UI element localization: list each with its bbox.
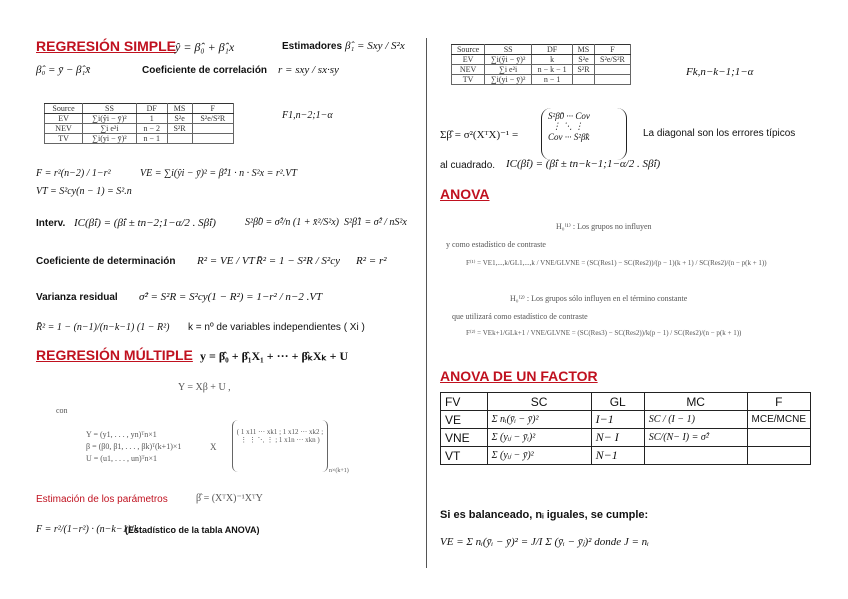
ve-formula: VE = ∑i(ŷi − ȳ)² = β̂²1 · n · S²x = r².VT [140,168,297,179]
table-cell: SC/(N− I) = σ̂² [644,429,747,447]
table-cell: S²R [573,65,595,75]
diagonal-note: La diagonal son los errores típicos [643,128,796,139]
con-label: con [56,406,68,415]
beta-vector-def: β = (β0, β1, . . . , βk)ᵀ(k+1)×1 [86,442,182,451]
table-cell: MCE/MCNE [747,411,810,429]
multiple-regression-table [451,44,631,85]
table-cell [747,429,810,447]
table-header: F [192,104,233,114]
matrix-row: ⋮ ⋱ ⋮ [552,121,584,131]
column-divider [426,38,427,568]
table-cell [644,447,747,465]
variance-beta1: S²β̂1 = σ̂² / nS²x [344,217,407,228]
table-cell: S²R [167,124,192,134]
statistic-intro: y como estadístico de contraste [446,240,546,249]
table-cell: S²e/S²R [594,55,630,65]
table-cell [594,65,630,75]
f-critical-simple: F1,n−2;1−α [282,110,333,121]
table-cell: S²e [573,55,595,65]
h0-2-hypothesis: H₀⁽²⁾ : Los grupos sólo influyen en el término constante [510,294,688,303]
table-row [452,75,631,85]
determination-label: Coeficiente de determinación [36,256,176,267]
table-header: SS [83,104,137,114]
table-cell: S²e/S²R [192,114,233,124]
table-header: DF [532,45,573,55]
balanced-label: Si es balanceado, nᵢ iguales, se cumple: [440,509,649,521]
table-header: F [594,45,630,55]
variance-beta0: S²β̂0 = σ̂²/n (1 + x̄²/S²x) [245,217,339,228]
interval-label: Interv. [36,218,66,229]
u-vector-def: U = (u1, . . . , un)ᵀn×1 [86,454,158,463]
table-cell [747,447,810,465]
correlation-label: Coeficiente de correlación [142,65,268,76]
regresion-multiple-heading: REGRESIÓN MÚLTIPLE [36,347,193,363]
estimation-formula: β̂ = (XᵀX)⁻¹XᵀY [196,493,263,504]
table-cell: Σ nᵢ(ȳᵢ − ȳ)² [487,411,591,429]
f2-statistic-formula: F⁽²⁾ = VEk+1/GLk+1 / VNE/GLVNE = (SC(Res3) − SC(Res2))/k(p − 1) / SC(Res2)/(n − p(k + 1)) [466,329,742,337]
table-cell [573,75,595,85]
f-multiple-formula: F = r²/(1−r²) · (n−k−1)/k [36,524,139,535]
beta1-formula: β̂₁ = Sxy / S²x [345,40,405,52]
simple-model-equation: ŷ = β̂₀ + β̂₁x [175,40,235,54]
table-header: F [747,393,810,411]
anova-heading: ANOVA [440,186,490,202]
table-cell: SC / (I − 1) [644,411,747,429]
table-cell: TV [45,134,83,144]
table-cell: ∑i(yi − ȳ)² [83,134,137,144]
table-cell: ∑i(yi − ȳ)² [485,75,532,85]
diagonal-note-cont: al cuadrado. [440,160,496,171]
r2-equals-r-squared: R² = r² [356,255,387,267]
x-matrix-symbol: X [210,442,217,452]
table-header: FV [441,393,488,411]
statistic-intro-2: que utilizará como estadístico de contraste [452,312,588,321]
table-cell: ∑i e²i [485,65,532,75]
table-cell: VNE [441,429,488,447]
table-header: MS [573,45,595,55]
table-cell [192,134,233,144]
f-statistic-formula: F = r²(n−2) / 1−r² [36,168,111,179]
covariance-matrix-formula: Σβ̂ = σ²(XᵀX)⁻¹ = [440,129,519,141]
interval-formula: IC(β̂i) = (β̂i ± tn−2;1−α/2 . Sβ̂i) [74,217,216,229]
table-cell: EV [45,114,83,124]
residual-variance-formula: σ̂² = S²R = S²cy(1 − R²) = 1−r² / n−2 .VT [139,291,323,303]
table-cell: NEV [452,65,485,75]
table-cell: n − k − 1 [532,65,573,75]
table-cell [192,124,233,134]
table-row [441,411,811,429]
r2-adjusted-formula: R̄² = 1 − S²R / S²cy [256,255,340,267]
table-cell: NEV [45,124,83,134]
matrix-row: S²β̂0 ··· Cov [548,111,590,121]
anova-un-factor-heading: ANOVA DE UN FACTOR [440,368,598,384]
residual-variance-label: Varianza residual [36,292,118,303]
table-cell: N−1 [591,447,644,465]
vt-formula: VT = S²cy(n − 1) = S².n [36,186,132,197]
table-row [441,429,811,447]
table-row [452,55,631,65]
table-row [45,114,234,124]
table-header: MC [644,393,747,411]
table-cell [167,134,192,144]
table-cell: ∑i(ŷi − ȳ)² [83,114,137,124]
correlation-formula: r = sxy / sx·sy [278,64,339,76]
table-header: DF [136,104,167,114]
table-row [441,447,811,465]
table-header: Source [452,45,485,55]
table-row [452,65,631,75]
matrix-row: Cov ··· S²β̂k [548,132,590,142]
table-cell: Σ (yᵢⱼ − ȳᵢ)² [487,429,591,447]
table-cell: N− I [591,429,644,447]
table-header: MS [167,104,192,114]
beta0-formula: β̂₀ = ȳ − β̂₁x̄ [36,64,91,76]
table-cell: k [532,55,573,65]
table-cell: VT [441,447,488,465]
covariance-matrix [541,108,627,160]
table-cell [594,75,630,85]
multiple-interval-formula: IC(β̂i) = (β̂i ± tn−k−1;1−α/2 . Sβ̂i) [506,158,661,170]
multiple-model-equation: y = β̂₀ + β̂₁X₁ + ··· + β̂ₖXₖ + U [200,349,349,363]
f-critical-multiple: Fk,n−k−1;1−α [686,66,754,78]
table-header: GL [591,393,644,411]
k-definition: k = nº de variables independientes ( Xi ) [188,322,365,333]
estimation-label: Estimación de los parámetros [36,494,168,505]
simple-regression-table [44,103,234,144]
table-cell: n − 1 [136,134,167,144]
table-header: Source [45,104,83,114]
table-cell: TV [452,75,485,85]
table-cell: VE [441,411,488,429]
table-row [45,124,234,134]
table-header: SC [487,393,591,411]
r2-formula: R² = VE / VT [197,255,255,267]
table-header: SS [485,45,532,55]
table-cell: ∑i e²i [83,124,137,134]
x-matrix: ( 1 x11 ··· xk1 ; 1 x12 ··· xk2 ; ⋮ ⋮ ⋱ ⋮ ; 1 x1n ··· xkn ) [232,420,328,472]
table-cell: S²e [167,114,192,124]
table-cell: I−1 [591,411,644,429]
x-matrix-dimension: n×(k+1) [329,468,349,474]
f-multiple-note: (Estadístico de la tabla ANOVA) [125,525,260,535]
table-cell: n − 2 [136,124,167,134]
balanced-formula: VE = Σ nᵢ(ȳᵢ − ȳ)² = J/I Σ (ȳᵢ − ȳⱼ)² donde J = nᵢ [440,536,649,548]
table-row [45,134,234,144]
y-vector-def: Y = (y1, . . . , yn)ᵀn×1 [86,430,157,439]
matrix-model: Y = Xβ + U , [178,382,231,393]
regresion-simple-heading: REGRESIÓN SIMPLE [36,38,177,54]
h0-1-hypothesis: H₀⁽¹⁾ : Los grupos no influyen [556,222,652,231]
table-cell: n − 1 [532,75,573,85]
table-cell: 1 [136,114,167,124]
f1-statistic-formula: F⁽¹⁾ = VE1,...,k/GL1,...,k / VNE/GLVNE = (SC(Res1) − SC(Res2))/(p − 1)(k + 1) / SC(Res2)/(n − p(k + 1)) [466,259,767,267]
table-cell: ∑i(ŷi − ȳ)² [485,55,532,65]
anova-table [440,392,811,465]
r2-adjusted-full: R̄² = 1 − (n−1)/(n−k−1) (1 − R²) [36,322,170,333]
estimadores-label: Estimadores [282,41,343,52]
table-cell: EV [452,55,485,65]
table-cell: Σ (yᵢⱼ − ȳ)² [487,447,591,465]
